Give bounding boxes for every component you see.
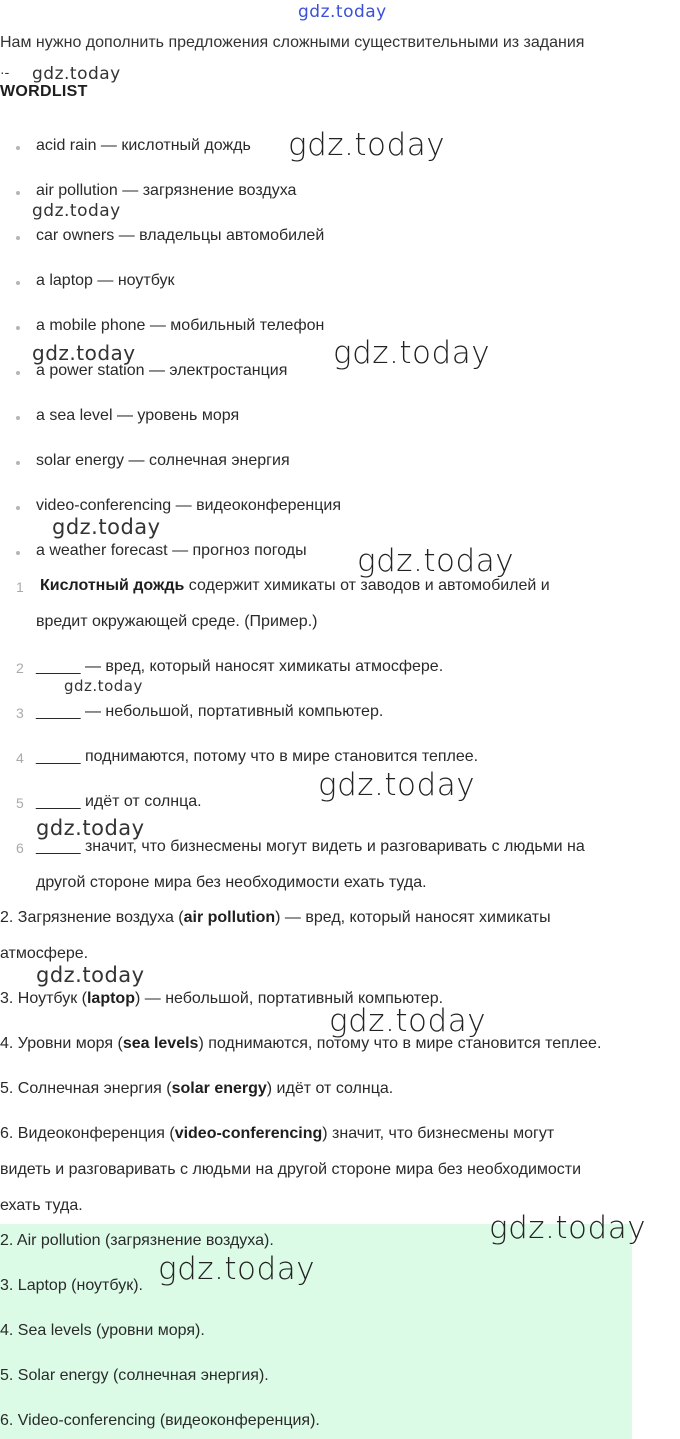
answer-line: видеть и разговаривать с людьми на другой стороне мира без необходимости [0, 1161, 582, 1178]
watermark: gdz.today [318, 767, 476, 803]
bullet-icon [16, 506, 20, 510]
answer-line: 2. Air pollution (загрязнение воздуха). [0, 1232, 274, 1249]
watermark: gdz.today [357, 543, 515, 579]
watermark: gdz.today [489, 1210, 647, 1246]
answer-line: 4. Sea levels (уровни моря). [0, 1322, 205, 1339]
watermark: gdz.today [36, 963, 145, 987]
answer-line: ехать туда. [0, 1197, 83, 1214]
bullet-icon [16, 146, 20, 150]
watermark: gdz.today [32, 341, 136, 365]
bullet-icon [16, 236, 20, 240]
answer-line: 2. Загрязнение воздуха (air pollution) — вред, который наносят химикаты [0, 909, 551, 926]
answer-line: 5. Солнечная энергия (solar energy) идёт от солнца. [0, 1080, 394, 1097]
watermark: gdz.today [36, 816, 145, 840]
watermark: gdz.today [64, 677, 143, 695]
answer-line: 6. Видеоконференция (video-conferencing) значит, что бизнесмены могут [0, 1125, 555, 1142]
intro-text: Нам нужно дополнить предложения сложными существительными из задания [0, 34, 585, 51]
answer-line: 4. Уровни моря (sea levels) поднимаются, потому что в мире становится теплее. [0, 1035, 602, 1052]
bullet-icon [16, 326, 20, 330]
watermark: gdz.today [52, 515, 161, 539]
bullet-icon [16, 191, 20, 195]
bullet-icon [16, 371, 20, 375]
watermark: gdz.today [329, 1003, 487, 1039]
answer-line: атмосфере. [0, 945, 89, 962]
bullet-icon [16, 416, 20, 420]
wordlist-heading: WORDLIST [0, 83, 88, 100]
watermark: gdz.today [158, 1251, 316, 1287]
bullet-icon [16, 551, 20, 555]
watermark: gdz.today [333, 335, 491, 371]
answer-line: 3. Ноутбук (laptop) — небольшой, портативный компьютер. [0, 990, 444, 1007]
intro-text-continuation: ·- [0, 64, 10, 80]
watermark: gdz.today [298, 2, 387, 22]
watermark: gdz.today [32, 64, 121, 84]
watermark: gdz.today [288, 127, 446, 163]
bullet-icon [16, 281, 20, 285]
answer-line: 6. Video-conferencing (видеоконференция). [0, 1412, 320, 1429]
watermark: gdz.today [32, 201, 121, 221]
answer-line: 5. Solar energy (солнечная энергия). [0, 1367, 269, 1384]
bullet-icon [16, 461, 20, 465]
answer-line: 3. Laptop (ноутбук). [0, 1277, 143, 1294]
